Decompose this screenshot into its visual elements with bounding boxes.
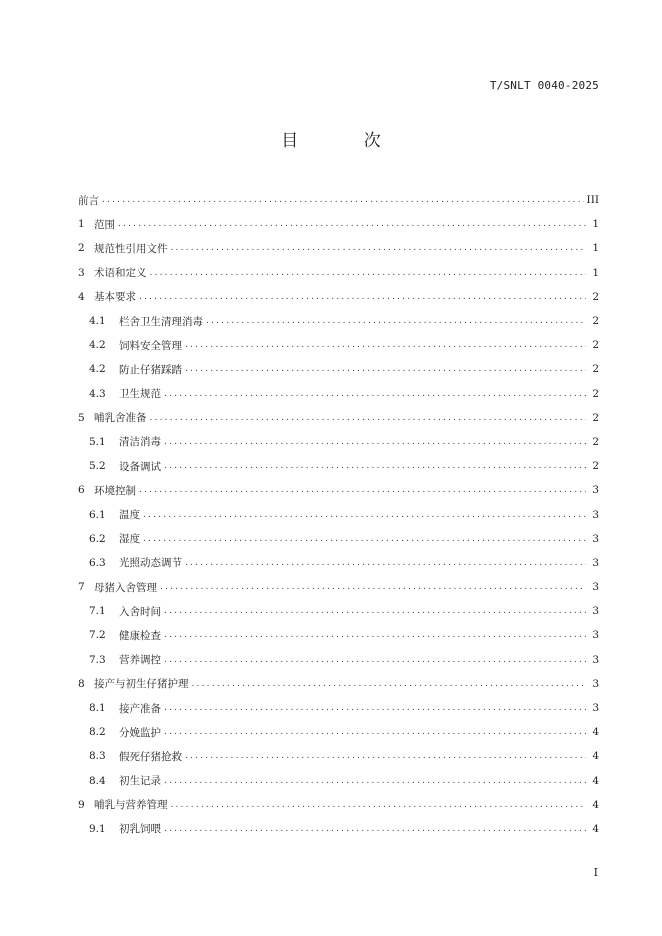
toc-entry[interactable] xyxy=(78,744,599,768)
toc-entry-page: 4 xyxy=(592,822,599,835)
toc-entry[interactable] xyxy=(78,430,599,454)
toc-entry[interactable] xyxy=(78,575,599,599)
toc-entry-page: 3 xyxy=(592,484,599,497)
toc-entry-number: 6.3 xyxy=(89,556,106,569)
toc-entry-label: 湿度 xyxy=(119,533,140,546)
toc-entry-page: 3 xyxy=(592,677,599,690)
toc-entry-number: 5.2 xyxy=(89,460,106,473)
toc-entry-number: 8.4 xyxy=(89,774,106,787)
toc-entry[interactable] xyxy=(78,236,599,260)
toc-entry-label: 基本要求 xyxy=(94,291,136,304)
toc-entry-label: 温度 xyxy=(119,509,140,522)
toc-entry-label: 哺乳与营养管理 xyxy=(94,799,168,812)
toc-leader-dots xyxy=(143,510,586,520)
toc-entry-number: 7.2 xyxy=(89,629,106,642)
toc-entry-label: 入舍时间 xyxy=(119,605,161,618)
toc-entry-page: 3 xyxy=(592,653,599,666)
toc-entry-number: 4.1 xyxy=(89,315,106,328)
toc-entry[interactable] xyxy=(78,599,599,623)
toc-entry-number: 5 xyxy=(78,411,85,424)
toc-entry-number: 4.2 xyxy=(89,339,106,352)
toc-entry-number: 6 xyxy=(78,484,85,497)
toc-entry-number: 7 xyxy=(78,581,85,594)
toc-entry-page: 2 xyxy=(592,411,599,424)
toc-entry[interactable] xyxy=(78,212,599,236)
toc-leader-dots xyxy=(150,268,587,278)
toc-entry-page: 1 xyxy=(592,242,599,255)
toc-entry-number: 6.1 xyxy=(89,508,106,521)
toc-entry-number: 8.1 xyxy=(89,702,106,715)
toc-leader-dots xyxy=(171,243,587,253)
document-code: T/SNLT 0040-2025 xyxy=(489,79,599,92)
toc-entry-label: 假死仔猪抢救 xyxy=(119,750,182,763)
toc-entry-page: 4 xyxy=(592,726,599,739)
toc-entry-number: 7.3 xyxy=(89,653,106,666)
toc-leader-dots xyxy=(164,606,586,616)
toc-leader-dots xyxy=(164,437,586,447)
toc-entry-page: 1 xyxy=(592,218,599,231)
toc-entry-page: 3 xyxy=(592,581,599,594)
toc-leader-dots xyxy=(139,292,586,302)
toc-entry[interactable] xyxy=(78,648,599,672)
toc-leader-dots xyxy=(164,727,586,737)
toc-entry-label: 健康检查 xyxy=(119,629,161,642)
toc-entry-label: 接产与初生仔猪护理 xyxy=(94,678,189,691)
toc-entry[interactable] xyxy=(78,502,599,526)
toc-entry-label: 卫生规范 xyxy=(119,388,161,401)
toc-leader-dots xyxy=(192,679,587,689)
toc-entry-number: 4 xyxy=(78,290,85,303)
toc-entry-number: 7.1 xyxy=(89,605,106,618)
toc-leader-dots xyxy=(139,485,586,495)
toc-leader-dots xyxy=(164,461,586,471)
toc-leader-dots xyxy=(185,364,586,374)
toc-entry-page: 1 xyxy=(592,266,599,279)
toc-entry-number: 9 xyxy=(78,798,85,811)
toc-entry[interactable] xyxy=(78,333,599,357)
toc-entry[interactable] xyxy=(78,696,599,720)
toc-leader-dots xyxy=(164,824,586,834)
toc-entry-page: 2 xyxy=(592,435,599,448)
toc-entry[interactable] xyxy=(78,817,599,841)
toc-entry-page: 2 xyxy=(592,315,599,328)
toc-entry-page: 2 xyxy=(592,290,599,303)
toc-entry-label: 前言 xyxy=(78,194,99,207)
toc-entry[interactable] xyxy=(78,454,599,478)
toc-leader-dots xyxy=(206,316,586,326)
toc-entry-page: 3 xyxy=(592,629,599,642)
toc-entry[interactable] xyxy=(78,406,599,430)
toc-entry-number: 4.2 xyxy=(89,363,106,376)
toc-entry[interactable] xyxy=(78,188,599,212)
toc-entry-label: 初乳饲喂 xyxy=(119,823,161,836)
toc-entry[interactable] xyxy=(78,672,599,696)
toc-entry-page: 2 xyxy=(592,339,599,352)
toc-entry-page: 3 xyxy=(592,556,599,569)
toc-entry-label: 分娩监护 xyxy=(119,726,161,739)
toc-entry-number: 5.1 xyxy=(89,435,106,448)
toc-entry-number: 2 xyxy=(78,242,85,255)
toc-entry[interactable] xyxy=(78,551,599,575)
toc-entry-label: 初生记录 xyxy=(119,775,161,788)
toc-entry[interactable] xyxy=(78,285,599,309)
toc-entry-label: 范围 xyxy=(94,218,115,231)
toc-leader-dots xyxy=(102,195,584,205)
toc-leader-dots xyxy=(185,340,586,350)
toc-entry-label: 环境控制 xyxy=(94,484,136,497)
toc-entry-label: 哺乳舍准备 xyxy=(94,412,147,425)
toc-entry-page: 2 xyxy=(592,363,599,376)
toc-entry[interactable] xyxy=(78,623,599,647)
toc-entry-page: 4 xyxy=(592,798,599,811)
toc-entry-label: 栏舍卫生清理消毒 xyxy=(119,315,203,328)
toc-entry-number: 6.2 xyxy=(89,532,106,545)
toc-entry[interactable] xyxy=(78,309,599,333)
toc-entry-label: 清洁消毒 xyxy=(119,436,161,449)
toc-entry[interactable] xyxy=(78,357,599,381)
toc-entry-page: 3 xyxy=(592,508,599,521)
toc-entry-label: 母猪入舍管理 xyxy=(94,581,157,594)
toc-leader-dots xyxy=(164,389,586,399)
toc-entry-page: III xyxy=(586,194,599,207)
toc-entry-number: 4.3 xyxy=(89,387,106,400)
toc-entry[interactable] xyxy=(78,261,599,285)
toc-entry-page: 4 xyxy=(592,774,599,787)
toc-entry-label: 术语和定义 xyxy=(94,267,147,280)
toc-entry[interactable] xyxy=(78,382,599,406)
toc-entry-label: 防止仔猪踩踏 xyxy=(119,363,182,376)
toc-leader-dots xyxy=(164,630,586,640)
toc-leader-dots xyxy=(171,800,587,810)
toc-entry-label: 设备调试 xyxy=(119,460,161,473)
toc-entry-page: 3 xyxy=(592,605,599,618)
toc-leader-dots xyxy=(150,413,587,423)
toc-entry-page: 4 xyxy=(592,750,599,763)
toc-entry-number: 1 xyxy=(78,218,85,231)
toc-entry-page: 2 xyxy=(592,387,599,400)
toc-entry[interactable] xyxy=(78,478,599,502)
toc-leader-dots xyxy=(164,703,586,713)
toc-entry-page: 2 xyxy=(592,460,599,473)
toc-leader-dots xyxy=(185,558,586,568)
toc-entry-label: 规范性引用文件 xyxy=(94,242,168,255)
toc-entry-number: 3 xyxy=(78,266,85,279)
toc-entry-label: 饲料安全管理 xyxy=(119,339,182,352)
toc-entry-label: 接产准备 xyxy=(119,702,161,715)
toc-entry[interactable] xyxy=(78,720,599,744)
toc-leader-dots xyxy=(160,582,586,592)
toc-leader-dots xyxy=(164,655,586,665)
toc-leader-dots xyxy=(164,776,586,786)
toc-entry[interactable] xyxy=(78,793,599,817)
toc-entry-page: 3 xyxy=(592,532,599,545)
toc-entry-label: 光照动态调节 xyxy=(119,557,182,570)
toc-entry[interactable] xyxy=(78,527,599,551)
toc-leader-dots xyxy=(185,751,586,761)
toc-leader-dots xyxy=(143,534,586,544)
toc-entry-label: 营养调控 xyxy=(119,654,161,667)
toc-entry-number: 8.3 xyxy=(89,750,106,763)
table-of-contents xyxy=(78,188,599,841)
toc-entry[interactable] xyxy=(78,769,599,793)
page-number: I xyxy=(593,866,598,879)
toc-entry-number: 9.1 xyxy=(89,822,106,835)
toc-leader-dots xyxy=(118,219,586,229)
page-title: 目 次 xyxy=(281,131,411,151)
toc-entry-number: 8 xyxy=(78,677,85,690)
toc-entry-number: 8.2 xyxy=(89,726,106,739)
toc-entry-page: 3 xyxy=(592,702,599,715)
